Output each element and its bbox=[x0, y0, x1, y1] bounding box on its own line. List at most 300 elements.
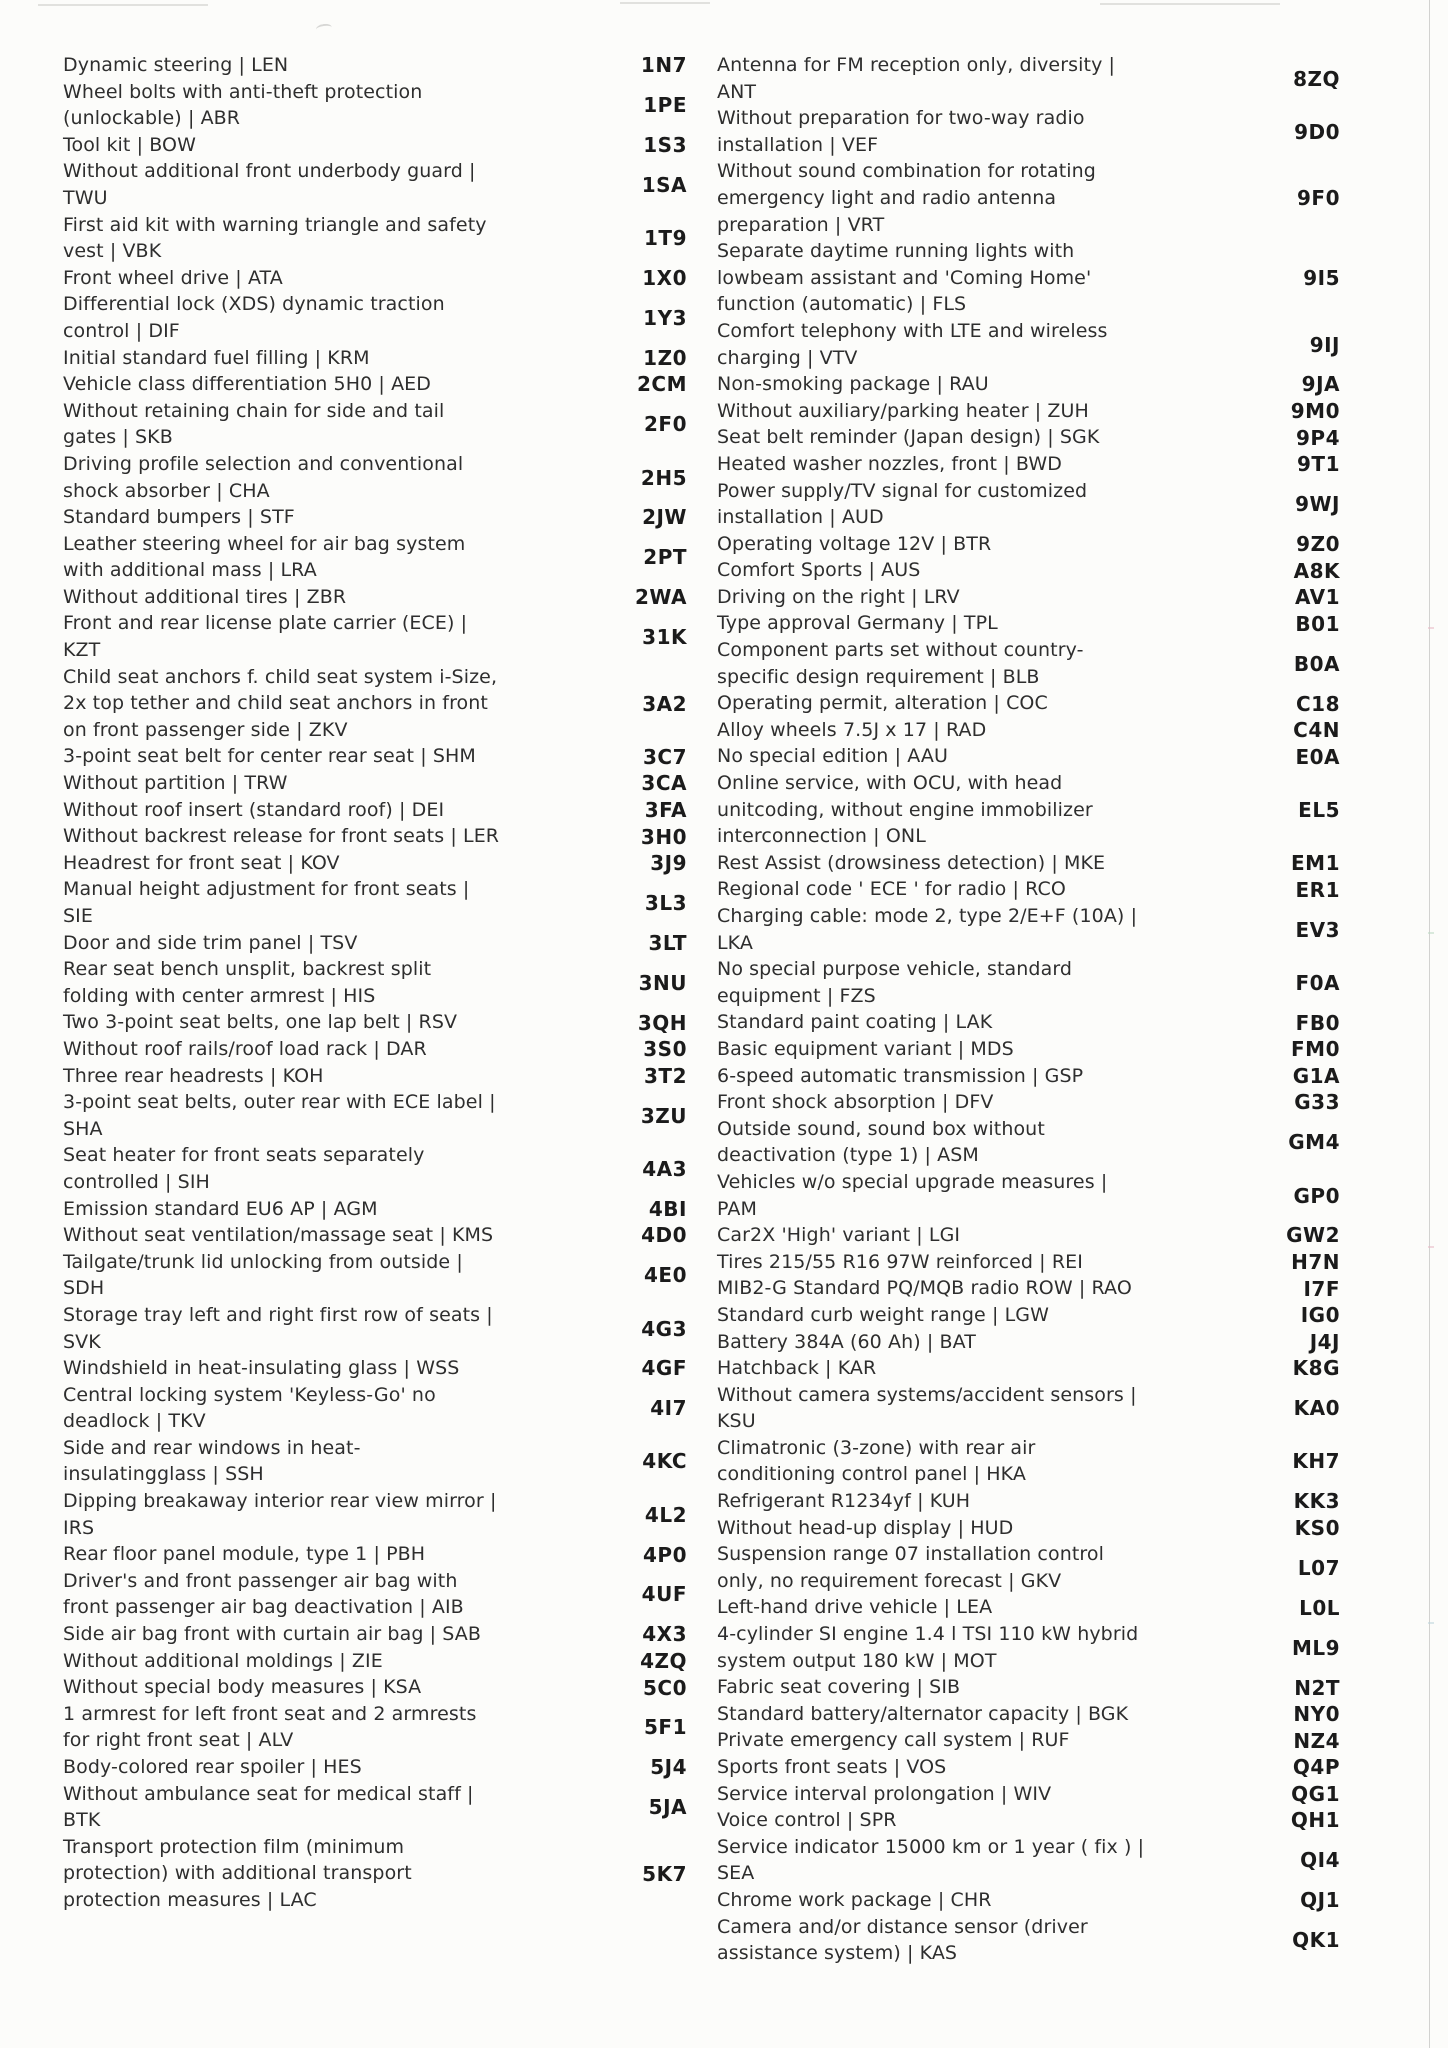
equipment-pr-code: FB0 bbox=[1295, 1010, 1340, 1035]
equipment-row bbox=[63, 1142, 687, 1195]
equipment-row bbox=[717, 1781, 1340, 1808]
equipment-pr-code: 3A2 bbox=[642, 691, 687, 716]
equipment-description: Without seat ventilation/massage seat | KMS bbox=[63, 1224, 494, 1247]
equipment-row bbox=[63, 850, 687, 877]
equipment-row bbox=[717, 105, 1340, 158]
equipment-row bbox=[63, 610, 687, 663]
equipment-row bbox=[717, 1302, 1340, 1329]
equipment-description: Emission standard EU6 AP | AGM bbox=[63, 1197, 378, 1220]
equipment-description: Central locking system 'Keyless-Go' no deadlock | TKV bbox=[63, 1383, 436, 1433]
equipment-description: Side and rear windows in heat-insulatingglass | SSH bbox=[63, 1436, 361, 1486]
equipment-row bbox=[717, 690, 1340, 717]
equipment-pr-code: FM0 bbox=[1291, 1037, 1340, 1062]
equipment-row bbox=[63, 584, 687, 611]
equipment-pr-code: GW2 bbox=[1286, 1223, 1340, 1248]
equipment-description: Without roof rails/roof load rack | DAR bbox=[63, 1037, 427, 1060]
scan-mark bbox=[1428, 1246, 1434, 1248]
equipment-pr-code: GP0 bbox=[1293, 1183, 1340, 1208]
equipment-pr-code: 3S0 bbox=[643, 1037, 687, 1062]
equipment-pr-code: NZ4 bbox=[1293, 1728, 1340, 1753]
scan-mark bbox=[1428, 932, 1434, 934]
equipment-pr-code: QH1 bbox=[1290, 1808, 1340, 1833]
equipment-pr-code: A8K bbox=[1293, 558, 1340, 583]
equipment-pr-code: 2H5 bbox=[640, 465, 687, 490]
equipment-pr-code: 5C0 bbox=[642, 1675, 687, 1700]
equipment-row bbox=[717, 1621, 1340, 1674]
equipment-pr-code: 1N7 bbox=[640, 53, 687, 78]
equipment-row bbox=[63, 1621, 687, 1648]
equipment-row bbox=[63, 1674, 687, 1701]
equipment-description: Dipping breakaway interior rear view mirror | IRS bbox=[63, 1490, 497, 1539]
equipment-row bbox=[63, 1781, 687, 1834]
equipment-description: Charging cable: mode 2, type 2/E+F (10A) | LKA bbox=[717, 905, 1138, 954]
equipment-row bbox=[717, 610, 1340, 637]
equipment-row bbox=[717, 1488, 1340, 1515]
equipment-pr-code: 4GF bbox=[641, 1356, 687, 1381]
equipment-row bbox=[717, 1355, 1340, 1382]
equipment-row bbox=[63, 743, 687, 770]
equipment-pr-code: 3CA bbox=[641, 771, 687, 796]
equipment-row bbox=[717, 584, 1340, 611]
equipment-description: Refrigerant R1234yf | KUH bbox=[717, 1490, 971, 1513]
equipment-row bbox=[717, 1382, 1340, 1435]
equipment-pr-code: 1Z0 bbox=[643, 345, 687, 370]
equipment-description: Power supply/TV signal for customized installation | AUD bbox=[717, 479, 1088, 529]
equipment-description: Without additional front underbody guard | TWU bbox=[63, 160, 476, 209]
equipment-row bbox=[63, 664, 687, 744]
equipment-list bbox=[63, 52, 1340, 1967]
equipment-pr-code: 9Z0 bbox=[1296, 531, 1340, 556]
equipment-description: Two 3-point seat belts, one lap belt | RSV bbox=[63, 1011, 458, 1034]
equipment-description: Comfort telephony with LTE and wireless charging | VTV bbox=[717, 319, 1108, 369]
equipment-row bbox=[63, 1196, 687, 1223]
equipment-pr-code: EV3 bbox=[1295, 917, 1340, 942]
equipment-pr-code: EM1 bbox=[1291, 851, 1340, 876]
equipment-pr-code: 2F0 bbox=[644, 412, 687, 437]
equipment-description: Door and side trim panel | TSV bbox=[63, 931, 358, 954]
equipment-row bbox=[63, 1568, 687, 1621]
equipment-description: Manual height adjustment for front seats | SIE bbox=[63, 878, 470, 927]
equipment-pr-code: 3T2 bbox=[644, 1063, 687, 1088]
equipment-pr-code: 4UF bbox=[641, 1582, 687, 1607]
equipment-pr-code: 4D0 bbox=[641, 1223, 687, 1248]
equipment-row bbox=[717, 1249, 1340, 1276]
equipment-description: Outside sound, sound box without deactivation (type 1) | ASM bbox=[717, 1117, 1045, 1167]
equipment-pr-code: KS0 bbox=[1294, 1515, 1340, 1540]
equipment-description: Alloy wheels 7.5J x 17 | RAD bbox=[717, 718, 987, 741]
equipment-description: Body-colored rear spoiler | HES bbox=[63, 1756, 362, 1778]
equipment-description: Regional code ' ECE ' for radio | RCO bbox=[717, 878, 1066, 901]
equipment-pr-code: 3LT bbox=[648, 930, 687, 955]
equipment-description: Without auxiliary/parking heater | ZUH bbox=[717, 399, 1089, 422]
equipment-description: Heated washer nozzles, front | BWD bbox=[717, 452, 1062, 475]
equipment-description: Without additional moldings | ZIE bbox=[63, 1649, 383, 1672]
scan-mark bbox=[1428, 627, 1434, 629]
equipment-pr-code: ML9 bbox=[1291, 1635, 1340, 1660]
equipment-description: Differential lock (XDS) dynamic traction control | DIF bbox=[63, 293, 445, 342]
equipment-pr-code: 4BI bbox=[648, 1196, 687, 1221]
equipment-pr-code: L07 bbox=[1297, 1555, 1340, 1580]
equipment-pr-code: C18 bbox=[1295, 691, 1340, 716]
equipment-row bbox=[63, 823, 687, 850]
equipment-row bbox=[63, 1089, 687, 1142]
equipment-row bbox=[717, 1116, 1340, 1169]
equipment-description: Without roof insert (standard roof) | DEI bbox=[63, 798, 445, 821]
equipment-pr-code: 2CM bbox=[637, 372, 687, 397]
equipment-row bbox=[63, 876, 687, 929]
equipment-description: Initial standard fuel filling | KRM bbox=[63, 346, 370, 369]
equipment-row bbox=[63, 1222, 687, 1249]
equipment-row bbox=[717, 1594, 1340, 1621]
equipment-row bbox=[717, 158, 1340, 238]
equipment-description: Headrest for front seat | KOV bbox=[63, 851, 340, 874]
equipment-pr-code: 4I7 bbox=[650, 1396, 687, 1421]
equipment-description: Voice control | SPR bbox=[717, 1809, 897, 1832]
equipment-pr-code: 4KC bbox=[642, 1449, 687, 1474]
equipment-row bbox=[717, 1063, 1340, 1090]
equipment-description: Without sound combination for rotating emergency light and radio antenna preparation | VRT bbox=[717, 160, 1096, 236]
equipment-pr-code: Q4P bbox=[1292, 1755, 1340, 1780]
equipment-description: Rear floor panel module, type 1 | PBH bbox=[63, 1543, 426, 1566]
equipment-description: Rest Assist (drowsiness detection) | MKE bbox=[717, 851, 1106, 874]
equipment-pr-code: 1SA bbox=[641, 172, 687, 197]
equipment-row bbox=[717, 1754, 1340, 1781]
equipment-description: Driver's and front passenger air bag with front passenger air bag deactivation | AIB bbox=[63, 1569, 464, 1619]
equipment-description: Without retaining chain for side and tail gates | SKB bbox=[63, 399, 445, 449]
equipment-pr-code: KA0 bbox=[1293, 1396, 1340, 1421]
equipment-pr-code: 9F0 bbox=[1297, 186, 1340, 211]
equipment-row bbox=[63, 1009, 687, 1036]
equipment-row bbox=[63, 1382, 687, 1435]
equipment-description: Component parts set without country-specific design requirement | BLB bbox=[717, 639, 1084, 688]
equipment-description: Front shock absorption | DFV bbox=[717, 1091, 994, 1114]
scan-edge-artifact bbox=[38, 4, 208, 6]
equipment-pr-code: ER1 bbox=[1295, 877, 1340, 902]
equipment-row bbox=[717, 1036, 1340, 1063]
equipment-pr-code: G1A bbox=[1292, 1063, 1340, 1088]
equipment-description: No special purpose vehicle, standard equipment | FZS bbox=[717, 958, 1073, 1007]
equipment-pr-code: 4G3 bbox=[641, 1316, 687, 1341]
equipment-description: Tool kit | BOW bbox=[63, 133, 196, 156]
equipment-pr-code: 31K bbox=[642, 625, 687, 650]
equipment-row bbox=[717, 876, 1340, 903]
equipment-description: 3-point seat belt for center rear seat | SHM bbox=[63, 745, 476, 768]
equipment-pr-code: AV1 bbox=[1294, 585, 1340, 610]
equipment-pr-code: 1S3 bbox=[643, 133, 687, 158]
equipment-pr-code: 1PE bbox=[643, 93, 687, 118]
equipment-row bbox=[63, 345, 687, 372]
equipment-pr-code: 4ZQ bbox=[640, 1648, 687, 1673]
equipment-row bbox=[717, 743, 1340, 770]
equipment-description: 4-cylinder SI engine 1.4 l TSI 110 kW hybrid system output 180 kW | MOT bbox=[717, 1623, 1139, 1672]
equipment-row bbox=[717, 1834, 1340, 1887]
equipment-description: Driving profile selection and conventional shock absorber | CHA bbox=[63, 452, 464, 502]
equipment-description: Non-smoking package | RAU bbox=[717, 373, 989, 396]
equipment-description: Car2X 'High' variant | LGI bbox=[717, 1224, 961, 1247]
equipment-pr-code: 4X3 bbox=[642, 1622, 687, 1647]
equipment-pr-code: B01 bbox=[1295, 611, 1340, 636]
equipment-row bbox=[717, 238, 1340, 318]
equipment-row bbox=[717, 478, 1340, 531]
equipment-pr-code: 3NU bbox=[638, 970, 687, 995]
equipment-description: Three rear headrests | KOH bbox=[63, 1064, 324, 1087]
equipment-pr-code: 9M0 bbox=[1290, 399, 1340, 424]
equipment-description: Basic equipment variant | MDS bbox=[717, 1037, 1014, 1060]
equipment-row bbox=[717, 424, 1340, 451]
equipment-row bbox=[717, 1222, 1340, 1249]
equipment-row bbox=[717, 1329, 1340, 1356]
equipment-pr-code: 9WJ bbox=[1295, 492, 1340, 517]
equipment-description: Windshield in heat-insulating glass | WSS bbox=[63, 1357, 460, 1380]
equipment-description: Chrome work package | CHR bbox=[717, 1888, 992, 1911]
equipment-description: Dynamic steering | LEN bbox=[63, 54, 289, 76]
equipment-row bbox=[63, 1541, 687, 1568]
equipment-row bbox=[717, 1701, 1340, 1728]
equipment-pr-code: KH7 bbox=[1292, 1449, 1340, 1474]
equipment-pr-code: B0A bbox=[1293, 651, 1340, 676]
equipment-pr-code: 9JA bbox=[1301, 372, 1340, 397]
equipment-row bbox=[63, 398, 687, 451]
equipment-description: Battery 384A (60 Ah) | BAT bbox=[717, 1330, 976, 1353]
equipment-description: Tailgate/trunk lid unlocking from outside | SDH bbox=[63, 1250, 463, 1300]
equipment-description: Type approval Germany | TPL bbox=[717, 612, 998, 635]
equipment-row bbox=[63, 956, 687, 1009]
equipment-row bbox=[63, 291, 687, 344]
equipment-description: Child seat anchors f. child seat system i-Size, 2x top tether and child seat anchors in front on front passenger side | ZKV bbox=[63, 665, 498, 741]
equipment-pr-code: 3ZU bbox=[640, 1103, 687, 1128]
equipment-pr-code: QJ1 bbox=[1300, 1888, 1340, 1913]
equipment-row bbox=[717, 1674, 1340, 1701]
equipment-description: 3-point seat belts, outer rear with ECE label | SHA bbox=[63, 1091, 496, 1140]
equipment-row bbox=[63, 371, 687, 398]
equipment-row bbox=[63, 1834, 687, 1914]
equipment-description: Leather steering wheel for air bag system with additional mass | LRA bbox=[63, 532, 466, 582]
equipment-description: Without preparation for two-way radio installation | VEF bbox=[717, 107, 1085, 156]
equipment-row bbox=[717, 1275, 1340, 1302]
equipment-row bbox=[63, 770, 687, 797]
equipment-row bbox=[717, 557, 1340, 584]
equipment-description: No special edition | AAU bbox=[717, 745, 948, 768]
equipment-row bbox=[717, 1009, 1340, 1036]
equipment-row bbox=[63, 797, 687, 824]
scan-edge-artifact bbox=[620, 2, 710, 4]
equipment-description: Seat belt reminder (Japan design) | SGK bbox=[717, 426, 1100, 449]
equipment-pr-code: H7N bbox=[1291, 1250, 1340, 1275]
equipment-row bbox=[63, 930, 687, 957]
equipment-row bbox=[63, 1488, 687, 1541]
equipment-description: Front wheel drive | ATA bbox=[63, 266, 283, 289]
equipment-pr-code: 9D0 bbox=[1294, 119, 1340, 144]
right-column bbox=[717, 52, 1340, 1967]
equipment-description: Wheel bolts with anti-theft protection (unlockable) | ABR bbox=[63, 80, 423, 130]
equipment-row bbox=[63, 212, 687, 265]
equipment-row bbox=[63, 1063, 687, 1090]
equipment-row bbox=[63, 1036, 687, 1063]
equipment-row bbox=[717, 52, 1340, 105]
equipment-pr-code: 9T1 bbox=[1297, 452, 1340, 477]
equipment-pr-code: 3QH bbox=[637, 1010, 687, 1035]
equipment-row bbox=[63, 52, 687, 79]
equipment-description: Transport protection film (minimum protection) with additional transport protection measures | LAC bbox=[63, 1835, 412, 1911]
equipment-description: Side air bag front with curtain air bag | SAB bbox=[63, 1623, 482, 1646]
scan-edge-artifact bbox=[1100, 3, 1280, 5]
equipment-row bbox=[63, 451, 687, 504]
equipment-description: MIB2-G Standard PQ/MQB radio ROW | RAO bbox=[717, 1277, 1132, 1300]
equipment-description: Climatronic (3-zone) with rear air conditioning control panel | HKA bbox=[717, 1436, 1036, 1486]
equipment-pr-code: 2JW bbox=[642, 505, 687, 530]
equipment-description: Vehicles w/o special upgrade measures | PAM bbox=[717, 1170, 1108, 1220]
equipment-pr-code: 1Y3 bbox=[643, 305, 687, 330]
equipment-description: Service interval prolongation | WIV bbox=[717, 1782, 1052, 1805]
equipment-description: Comfort Sports | AUS bbox=[717, 559, 921, 582]
equipment-pr-code: 5J4 bbox=[650, 1755, 687, 1780]
equipment-pr-code: QK1 bbox=[1292, 1928, 1340, 1953]
equipment-description: Without additional tires | ZBR bbox=[63, 585, 347, 608]
equipment-description: Without special body measures | KSA bbox=[63, 1676, 422, 1699]
equipment-description: 1 armrest for left front seat and 2 armrests for right front seat | ALV bbox=[63, 1702, 477, 1752]
equipment-pr-code: 3C7 bbox=[642, 744, 687, 769]
equipment-description: Operating voltage 12V | BTR bbox=[717, 532, 992, 555]
equipment-pr-code: L0L bbox=[1299, 1595, 1340, 1620]
equipment-pr-code: 3FA bbox=[644, 797, 687, 822]
equipment-pr-code: G33 bbox=[1294, 1090, 1340, 1115]
equipment-description: Private emergency call system | RUF bbox=[717, 1729, 1070, 1752]
equipment-description: Standard bumpers | STF bbox=[63, 506, 295, 529]
equipment-row bbox=[717, 1089, 1340, 1116]
left-column bbox=[63, 52, 687, 1914]
equipment-row bbox=[717, 1435, 1340, 1488]
equipment-pr-code: 1T9 bbox=[644, 226, 687, 251]
equipment-pr-code: 9P4 bbox=[1296, 425, 1340, 450]
equipment-pr-code: EL5 bbox=[1298, 797, 1340, 822]
equipment-pr-code: I7F bbox=[1303, 1276, 1340, 1301]
equipment-row bbox=[717, 850, 1340, 877]
equipment-row bbox=[717, 1727, 1340, 1754]
equipment-description: First aid kit with warning triangle and safety vest | VBK bbox=[63, 213, 487, 263]
equipment-pr-code: 3J9 bbox=[650, 851, 687, 876]
equipment-description: Front and rear license plate carrier (ECE) | KZT bbox=[63, 612, 468, 662]
equipment-description: Seat heater for front seats separately controlled | SIH bbox=[63, 1144, 425, 1193]
equipment-row bbox=[63, 158, 687, 211]
equipment-pr-code: F0A bbox=[1295, 970, 1340, 995]
equipment-row bbox=[63, 1648, 687, 1675]
equipment-row bbox=[717, 398, 1340, 425]
equipment-description: Online service, with OCU, with head unitcoding, without engine immobilizer interconnection | ONL bbox=[717, 772, 1093, 848]
equipment-pr-code: 5F1 bbox=[644, 1715, 687, 1740]
equipment-pr-code: 2WA bbox=[634, 585, 687, 610]
equipment-row bbox=[717, 531, 1340, 558]
equipment-description: Without camera systems/accident sensors | KSU bbox=[717, 1383, 1137, 1433]
equipment-pr-code: 5K7 bbox=[642, 1861, 687, 1886]
equipment-pr-code: N2T bbox=[1294, 1675, 1340, 1700]
equipment-pr-code: 3H0 bbox=[640, 824, 687, 849]
equipment-pr-code: 1X0 bbox=[642, 266, 687, 291]
equipment-row bbox=[717, 637, 1340, 690]
equipment-description: Vehicle class differentiation 5H0 | AED bbox=[63, 373, 432, 396]
equipment-row bbox=[717, 956, 1340, 1009]
equipment-description: Separate daytime running lights with lowbeam assistant and 'Coming Home' function (automatic) | FLS bbox=[717, 240, 1092, 316]
equipment-pr-code: C4N bbox=[1293, 718, 1340, 743]
equipment-description: Tires 215/55 R16 97W reinforced | REI bbox=[717, 1250, 1083, 1273]
equipment-description: Hatchback | KAR bbox=[717, 1357, 877, 1380]
equipment-description: Standard curb weight range | LGW bbox=[717, 1303, 1049, 1326]
equipment-row bbox=[717, 717, 1340, 744]
equipment-row bbox=[63, 1302, 687, 1355]
equipment-pr-code: 4L2 bbox=[644, 1502, 687, 1527]
equipment-description: Service indicator 15000 km or 1 year ( fix ) | SEA bbox=[717, 1835, 1145, 1885]
equipment-pr-code: J4J bbox=[1309, 1329, 1340, 1354]
equipment-description: Without ambulance seat for medical staff | BTK bbox=[63, 1782, 474, 1832]
equipment-description: Standard paint coating | LAK bbox=[717, 1011, 993, 1034]
equipment-pr-code: 9IJ bbox=[1309, 332, 1340, 357]
equipment-row bbox=[63, 1701, 687, 1754]
equipment-pr-code: 2PT bbox=[643, 545, 687, 570]
equipment-description: Without head-up display | HUD bbox=[717, 1516, 1014, 1539]
equipment-description: Sports front seats | VOS bbox=[717, 1756, 947, 1778]
equipment-pr-code: K8G bbox=[1292, 1356, 1340, 1381]
equipment-row bbox=[717, 1914, 1340, 1967]
equipment-row bbox=[63, 79, 687, 132]
equipment-description: Driving on the right | LRV bbox=[717, 585, 960, 608]
equipment-description: Suspension range 07 installation control only, no requirement forecast | GKV bbox=[717, 1543, 1104, 1592]
equipment-pr-code: 5JA bbox=[648, 1795, 687, 1820]
equipment-row bbox=[717, 1169, 1340, 1222]
equipment-row bbox=[717, 1541, 1340, 1594]
equipment-row bbox=[717, 371, 1340, 398]
equipment-pr-code: 9I5 bbox=[1303, 266, 1340, 291]
equipment-row bbox=[63, 1754, 687, 1781]
equipment-row bbox=[63, 1249, 687, 1302]
equipment-pr-code: NY0 bbox=[1293, 1702, 1340, 1727]
equipment-row bbox=[63, 1355, 687, 1382]
equipment-pr-code: 4E0 bbox=[644, 1263, 687, 1288]
equipment-pr-code: GM4 bbox=[1288, 1130, 1340, 1155]
equipment-row bbox=[717, 903, 1340, 956]
equipment-row bbox=[63, 1435, 687, 1488]
equipment-pr-code: QG1 bbox=[1291, 1781, 1340, 1806]
equipment-description: Left-hand drive vehicle | LEA bbox=[717, 1596, 993, 1619]
scan-mark bbox=[1428, 1622, 1434, 1624]
equipment-description: Antenna for FM reception only, diversity | ANT bbox=[717, 54, 1116, 103]
equipment-description: Fabric seat covering | SIB bbox=[717, 1676, 961, 1699]
equipment-pr-code: 3L3 bbox=[644, 891, 687, 915]
equipment-pr-code: KK3 bbox=[1293, 1489, 1340, 1514]
equipment-row bbox=[63, 132, 687, 159]
equipment-row bbox=[717, 318, 1340, 371]
scan-page-edge-line bbox=[1429, 0, 1430, 2048]
equipment-description: Standard battery/alternator capacity | BGK bbox=[717, 1702, 1129, 1725]
equipment-row bbox=[717, 1807, 1340, 1834]
equipment-row bbox=[717, 451, 1340, 478]
equipment-description: Storage tray left and right first row of seats | SVK bbox=[63, 1303, 493, 1353]
equipment-pr-code: IG0 bbox=[1300, 1303, 1340, 1328]
equipment-row bbox=[717, 1515, 1340, 1542]
equipment-description: Rear seat bench unsplit, backrest split folding with center armrest | HIS bbox=[63, 958, 432, 1007]
equipment-row bbox=[63, 504, 687, 531]
equipment-row bbox=[717, 1887, 1340, 1914]
equipment-row bbox=[63, 531, 687, 584]
equipment-pr-code: 4P0 bbox=[643, 1542, 687, 1567]
equipment-description: Operating permit, alteration | COC bbox=[717, 692, 1048, 715]
equipment-pr-code: 8ZQ bbox=[1293, 66, 1340, 91]
equipment-row bbox=[63, 265, 687, 292]
equipment-description: Camera and/or distance sensor (driver assistance system) | KAS bbox=[717, 1915, 1088, 1965]
equipment-pr-code: 4A3 bbox=[642, 1156, 687, 1181]
scan-mark bbox=[315, 23, 332, 34]
equipment-pr-code: QI4 bbox=[1300, 1848, 1340, 1873]
equipment-description: 6-speed automatic transmission | GSP bbox=[717, 1064, 1084, 1087]
equipment-description: Without partition | TRW bbox=[63, 772, 288, 795]
